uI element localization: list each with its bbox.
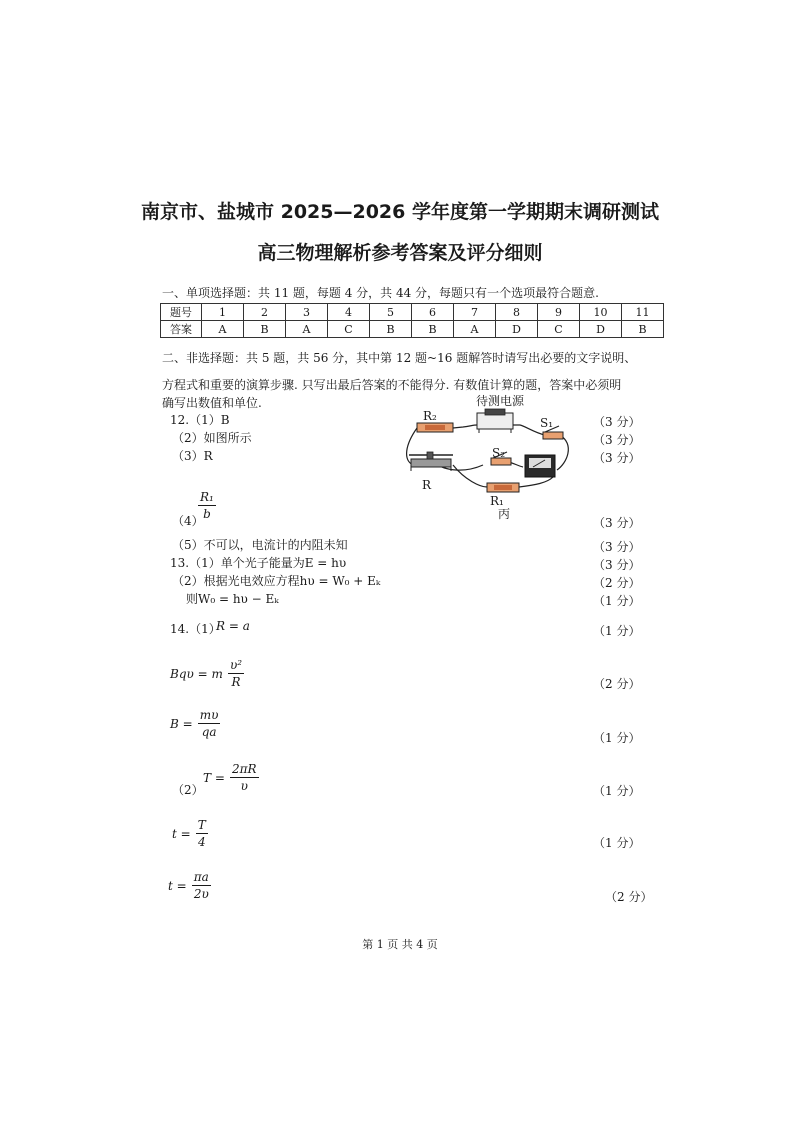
answer-table-answer-row [161, 321, 664, 338]
score-label: （3 分） [593, 558, 641, 572]
q12-part5: （5）不可以，电流计的内阻未知 [172, 538, 348, 552]
fraction-numerator: mυ [199, 708, 219, 722]
table-cell: D [580, 321, 622, 338]
equation-left: T = [203, 771, 225, 785]
equation-left: t = [172, 827, 191, 841]
row-label-number: 题号 [161, 304, 202, 321]
score-label: （3 分） [593, 433, 641, 447]
q14-eq2 [170, 658, 244, 689]
page-footer: 第 1 页 共 4 页 [362, 938, 438, 951]
table-cell: 11 [622, 304, 664, 321]
table-cell: B [370, 321, 412, 338]
table-cell: 2 [244, 304, 286, 321]
table-cell: C [538, 321, 580, 338]
section2-line-3: 确写出数值和单位. [162, 396, 262, 410]
table-cell: A [286, 321, 328, 338]
q13-part1: 13.（1）单个光子能量为E = hυ [170, 556, 347, 570]
fraction-numerator: T [197, 818, 206, 832]
q13-part3: 则W₀ = hυ − Eₖ [186, 592, 279, 606]
fraction-denominator: 4 [197, 835, 206, 849]
score-label: （2 分） [593, 576, 641, 590]
score-label: （3 分） [593, 415, 641, 429]
q14-eq5 [172, 818, 208, 849]
score-label: （2 分） [605, 890, 653, 904]
title-line-2: 高三物理解析参考答案及评分细则 [257, 242, 543, 264]
fraction-numerator: υ² [229, 658, 243, 672]
table-cell: B [622, 321, 664, 338]
score-label: （1 分） [593, 594, 641, 608]
q14-eq4 [203, 762, 259, 793]
equation-left: B = [170, 717, 193, 731]
q12-part4-fraction [198, 490, 216, 521]
equation-left: Bqυ = m [170, 667, 223, 681]
score-label: （3 分） [593, 540, 641, 554]
q12-part2: （2）如图所示 [172, 431, 252, 445]
table-cell: 10 [580, 304, 622, 321]
power-supply-label: 待测电源 [476, 394, 525, 408]
r1-label: R₁ [490, 494, 504, 508]
section2-line-1: 二、非选择题：共 5 题，共 56 分，其中第 12 题~16 题解答时请写出必要的文字说明、 [162, 351, 637, 365]
table-cell: 6 [412, 304, 454, 321]
equation-left: t = [168, 879, 187, 893]
r2-label: R₂ [423, 409, 437, 423]
q14-eq1: R = a [216, 619, 250, 633]
resistor-r1 [487, 483, 519, 492]
q14-eq3 [170, 708, 220, 739]
galvanometer [525, 455, 555, 477]
resistor-r2 [417, 423, 453, 432]
table-cell: 4 [328, 304, 370, 321]
score-label: （1 分） [593, 624, 641, 638]
row-label-answer: 答案 [161, 321, 202, 338]
q14-part2-label: （2） [172, 783, 204, 797]
table-cell: B [412, 321, 454, 338]
fraction-numerator: πa [193, 870, 209, 884]
q12-part1: 12.（1）B [170, 413, 230, 427]
score-label: （2 分） [593, 677, 641, 691]
fraction-denominator: qa [201, 725, 217, 739]
table-cell: D [496, 321, 538, 338]
table-cell: 9 [538, 304, 580, 321]
fraction-numerator: 2πR [231, 762, 257, 776]
score-label: （3 分） [593, 516, 641, 530]
q14-eq6 [168, 870, 211, 901]
fraction-denominator: υ [240, 779, 248, 793]
table-cell: 7 [454, 304, 496, 321]
answer-table-number-row [161, 304, 664, 321]
fraction-numerator: R₁ [200, 490, 214, 504]
section1-heading: 一、单项选择题：共 11 题，每题 4 分，共 44 分，每题只有一个选项最符合题意. [162, 286, 599, 300]
table-cell: A [454, 321, 496, 338]
s1-label: S₁ [540, 416, 554, 430]
score-label: （3 分） [593, 451, 641, 465]
table-cell: 5 [370, 304, 412, 321]
r-label: R [422, 478, 432, 492]
score-label: （1 分） [593, 731, 641, 745]
title-line-1: 南京市、盐城市 2025—2026 学年度第一学期期末调研测试 [141, 201, 659, 223]
q14-part1-label: 14.（1） [170, 622, 221, 636]
fraction-denominator: R [231, 675, 241, 689]
q13-part2: （2）根据光电效应方程hυ = W₀ + Eₖ [172, 574, 381, 588]
table-cell: B [244, 321, 286, 338]
section2-line-2: 方程式和重要的演算步骤. 只写出最后答案的不能得分. 有数值计算的题，答案中必须明 [162, 378, 622, 392]
table-cell: 1 [202, 304, 244, 321]
score-label: （1 分） [593, 836, 641, 850]
power-supply [477, 409, 513, 433]
q12-part4-label: （4） [172, 514, 204, 528]
table-cell: 8 [496, 304, 538, 321]
q12-part3: （3）R [172, 449, 213, 463]
table-cell: C [328, 321, 370, 338]
table-cell: A [202, 321, 244, 338]
score-label: （1 分） [593, 784, 641, 798]
s2-label: S₂ [492, 446, 506, 460]
answer-table [160, 303, 664, 338]
fraction-denominator: b [203, 507, 211, 521]
table-cell: 3 [286, 304, 328, 321]
fraction-denominator: 2υ [193, 887, 209, 901]
diagram-caption: 丙 [498, 507, 511, 521]
